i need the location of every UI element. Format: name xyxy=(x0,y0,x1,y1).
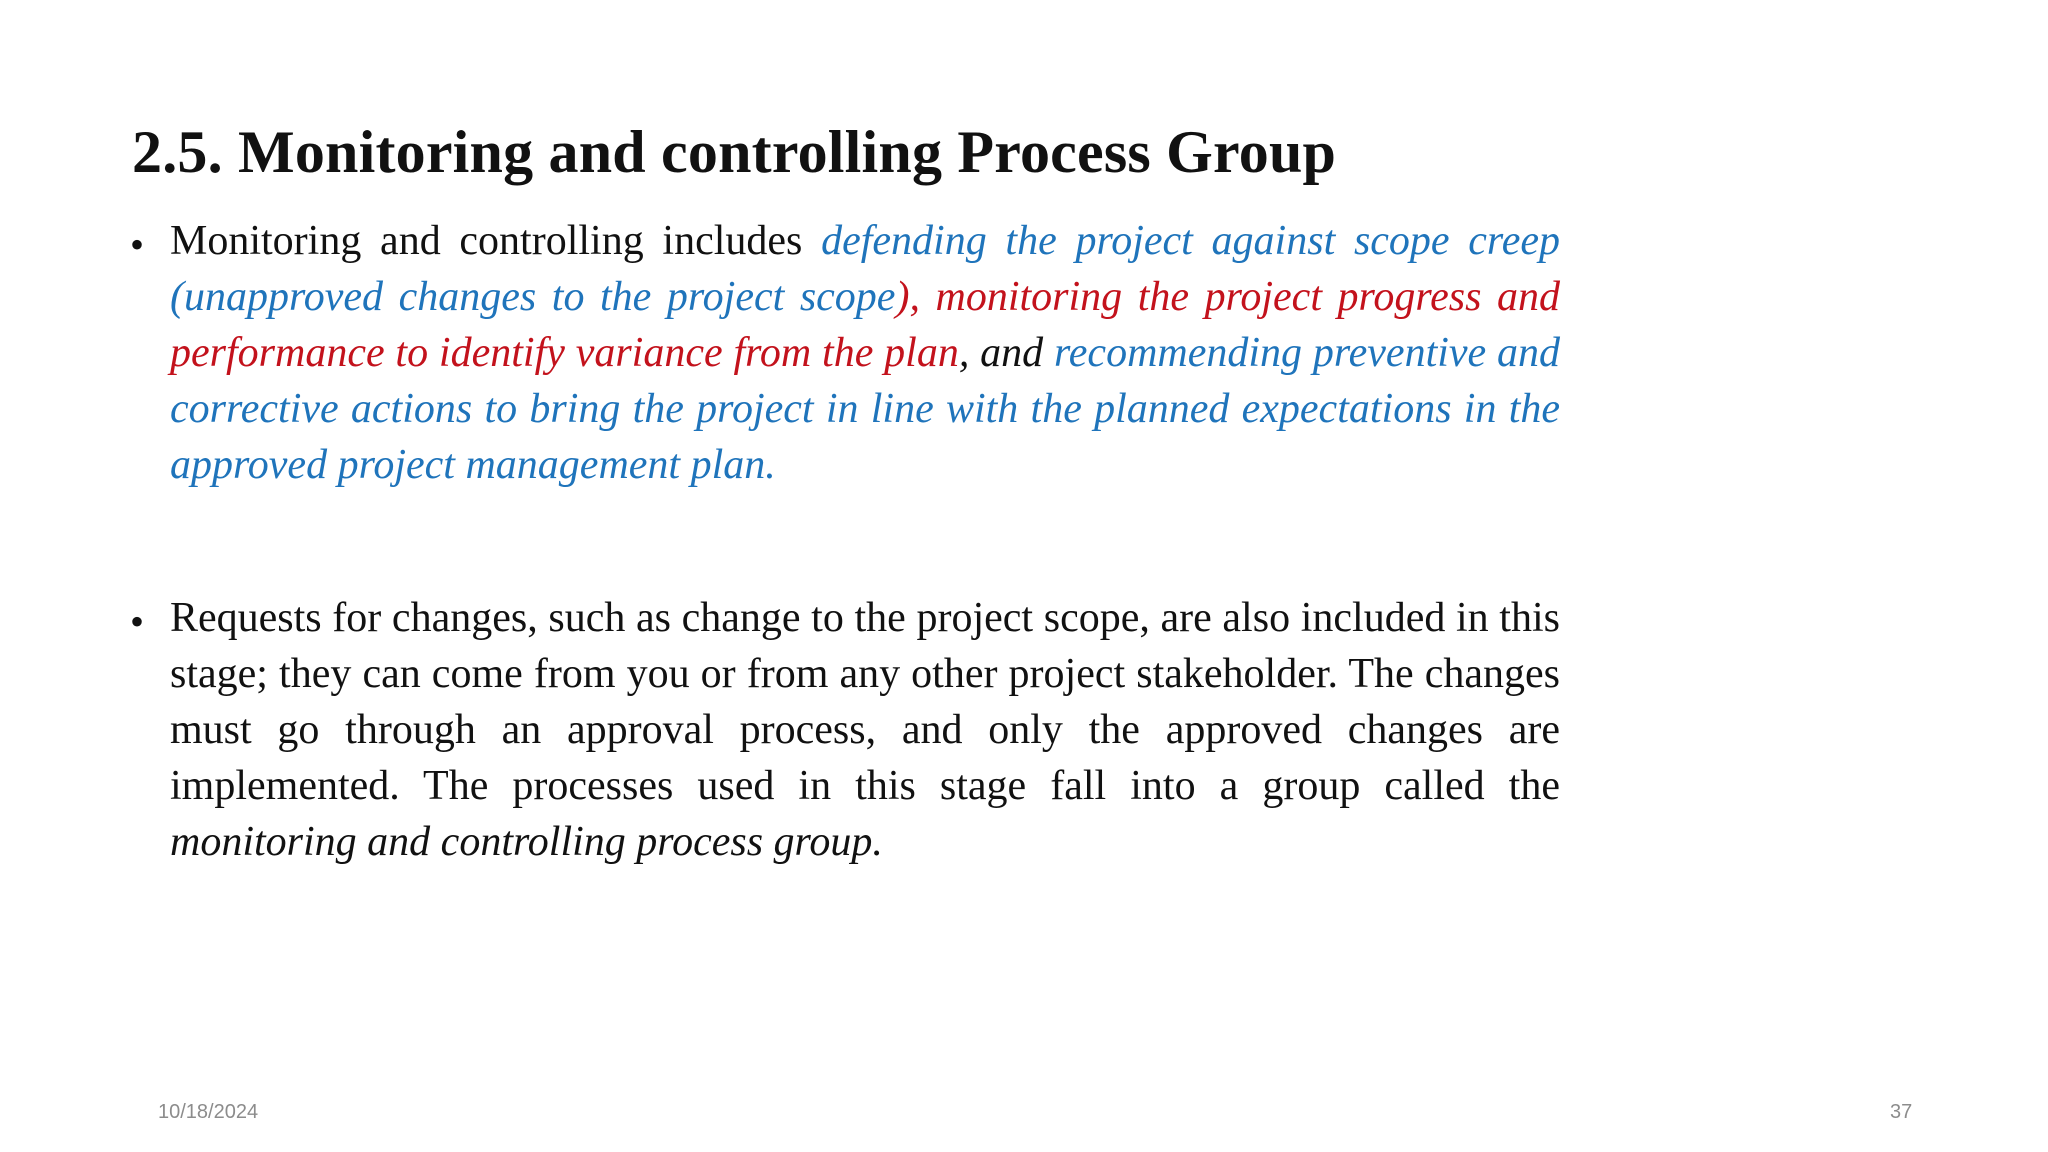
highlight-process-group: monitoring and controlling process group. xyxy=(170,819,883,865)
bullet-text xyxy=(170,213,1560,493)
connector-text: , and xyxy=(958,330,1054,376)
highlight-progress-monitoring: ), monitoring the project progress and performance to identify variance from the plan xyxy=(170,274,1560,376)
bullet-text-body: Requests for changes, such as change to the project scope, are also included in this stage; they can come from you or from any other project stakeholder. The changes must go through an approval process, and only the approved changes are implemented. The processes used in this stage fall into a group called the xyxy=(170,595,1560,809)
bullet-marker: • xyxy=(130,222,145,267)
highlight-corrective-actions: recommending preventive and corrective actions to bring the project in line with the planned expectations in the approved project management plan. xyxy=(170,330,1561,488)
bullet-text-intro: Monitoring and controlling includes xyxy=(170,218,822,264)
footer-date: 10/18/2024 xyxy=(158,1101,259,1123)
slide-title: 2.5. Monitoring and controlling Process Group xyxy=(132,119,1337,185)
bullet-item-change-requests xyxy=(130,590,1560,870)
highlight-scope-creep: defending the project against scope creep (unapproved changes to the project scope xyxy=(170,218,1560,320)
bullet-marker: • xyxy=(130,599,145,644)
bullet-item-monitoring xyxy=(130,213,1560,493)
bullet-text xyxy=(170,590,1560,870)
footer-page-number: 37 xyxy=(1890,1101,1913,1123)
